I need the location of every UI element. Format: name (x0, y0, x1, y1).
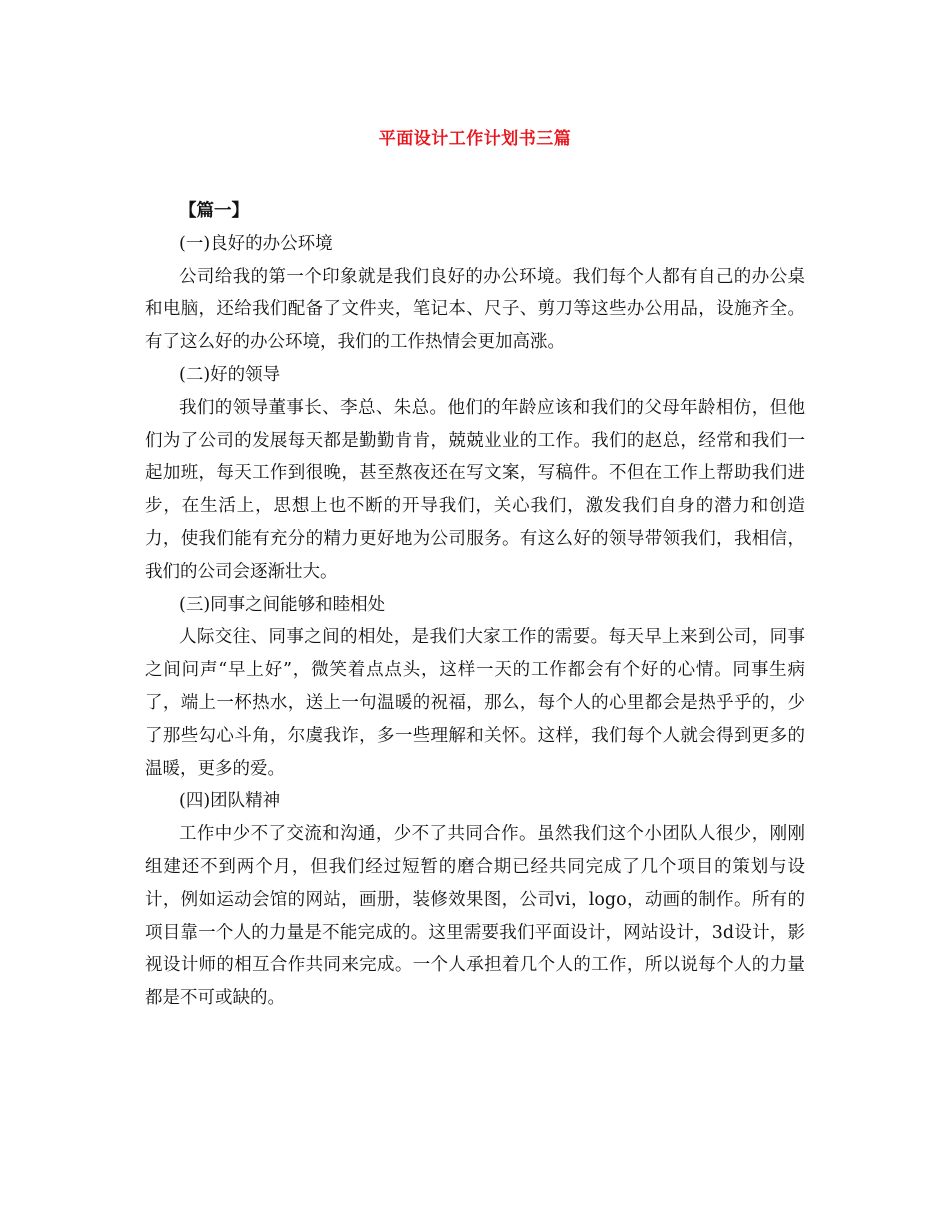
paragraph-4: 工作中少不了交流和沟通，少不了共同合作。虽然我们这个小团队人很少，刚刚组建还不到两个月，但我们经过短暂的磨合期已经共同完成了几个项目的策划与设计，例如运动会馆的网站，画册，装修效果图，公司vi，logo，动画的制作。所有的项目靠一个人的力量是不能完成的。这里需要我们平面设计，网站设计，3d设计，影视设计师的相互合作共同来完成。一个人承担着几个人的工作，所以说每个人的力量都是不可或缺的。 (145, 824, 805, 1009)
document-title: 平面设计工作计划书三篇 (378, 129, 572, 149)
paragraph-1: 公司给我的第一个印象就是我们良好的办公环境。我们每个人都有自己的办公桌和电脑，还给我们配备了文件夹，笔记本、尺子、剪刀等这些办公用品，设施齐全。有了这么好的办公环境，我们的工作热情会更加高涨。 (145, 266, 805, 353)
section-heading-1: (一)良好的办公环境 (179, 233, 333, 254)
section-heading-3: (三)同事之间能够和睦相处 (179, 594, 386, 615)
section-heading-2: (二)好的领导 (179, 364, 281, 385)
section-heading-4: (四)团队精神 (179, 791, 281, 812)
section-label: 【篇一】 (179, 201, 249, 221)
document-body (145, 195, 805, 1015)
paragraph-3: 人际交往、同事之间的相处，是我们大家工作的需要。每天早上来到公司，同事之间问声“早上好”，微笑着点点头，这样一天的工作都会有个好的心情。同事生病了，端上一杯热水，送上一句温暖的祝福，那么，每个人的心里都会是热乎乎的，少了那些勾心斗角，尔虞我诈，多一些理解和关怀。这样，我们每个人就会得到更多的温暖，更多的爱。 (145, 627, 805, 779)
paragraph-2: 我们的领导董事长、李总、朱总。他们的年龄应该和我们的父母年龄相仿，但他们为了公司的发展每天都是勤勤肯肯，兢兢业业的工作。我们的赵总，经常和我们一起加班，每天工作到很晚，甚至熬夜还在写文案，写稿件。不但在工作上帮助我们进步，在生活上，思想上也不断的开导我们，关心我们，激发我们自身的潜力和创造力，使我们能有充分的精力更好地为公司服务。有这么好的领导带领我们，我相信，我们的公司会逐渐壮大。 (145, 397, 805, 582)
